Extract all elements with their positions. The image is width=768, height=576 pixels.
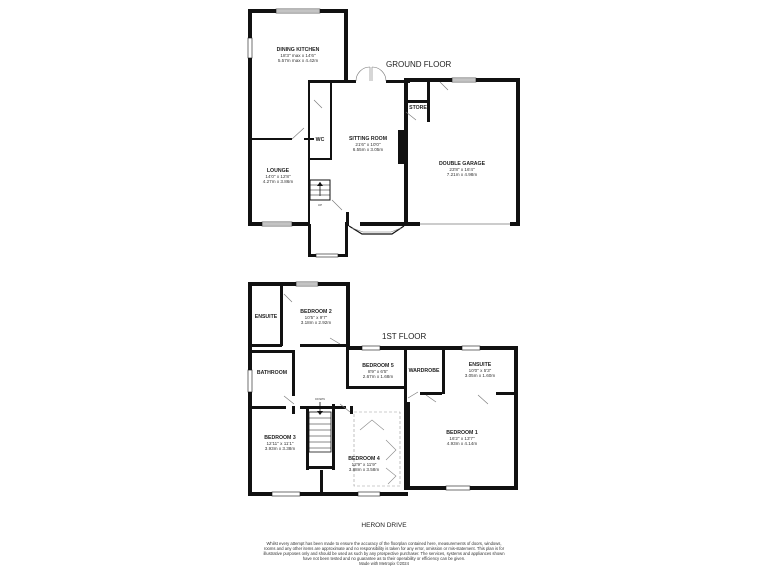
- room-ensuite-1-dim-metric: 3.05m x 1.60m: [464, 373, 496, 378]
- room-double-garage-dim-imperial: 23'8" x 16'4": [449, 167, 475, 172]
- disclaimer-body: Whilst every attempt has been made to ensure the accuracy of the floorplan contained here, measurements of doors, windows, rooms and any other items are approximate and no responsibility is taken for any error, omission or mis-statement. This plan is for illustrative purposes only and should be used as such by any prospective purchaser. The services, systems and appliances shown have not been tested and no guarantee as to their operability or efficiency can be given.: [263, 541, 505, 561]
- room-ensuite-1-name: ENSUITE: [468, 362, 492, 368]
- room-bedroom-3-name: BEDROOM 3: [264, 435, 296, 441]
- room-wardrobe-name: WARDROBE: [408, 368, 440, 374]
- room-bedroom-3-dim-imperial: 12'11" x 11'1": [266, 441, 294, 446]
- room-double-garage-dim-metric: 7.21m x 4.98m: [446, 172, 478, 177]
- room-sitting-room-dim-imperial: 21'6" x 10'0": [355, 142, 381, 147]
- room-bedroom-1-dim-imperial: 16'2" x 13'7": [449, 436, 475, 441]
- metropix-credit: Made with Metropix ©2024: [359, 561, 409, 566]
- room-bedroom-5-name: BEDROOM 5: [362, 363, 394, 369]
- first-floor-plan: [248, 282, 518, 496]
- room-bedroom-5-dim-metric: 2.67m x 1.68m: [362, 374, 394, 379]
- room-lounge-name: LOUNGE: [266, 168, 290, 174]
- room-dining-kitchen-dim-metric: 5.57m max x 4.42m: [277, 58, 319, 63]
- room-bathroom-name: BATHROOM: [256, 370, 288, 376]
- room-sitting-room-dim-metric: 6.55m x 3.05m: [352, 147, 384, 152]
- room-bedroom-1-dim-metric: 4.93m x 4.14m: [446, 441, 478, 446]
- first-stair-label: DOWN: [315, 397, 325, 401]
- ground-stair-label: UP: [317, 203, 323, 207]
- room-bedroom-4-name: BEDROOM 4: [348, 456, 380, 462]
- room-sitting-room-name: SITTING ROOM: [348, 136, 388, 142]
- room-bedroom-1-name: BEDROOM 1: [446, 430, 478, 436]
- room-bedroom-3-dim-metric: 3.93m x 3.38m: [264, 446, 296, 451]
- room-lounge-dim-metric: 4.27m x 3.86m: [262, 179, 294, 184]
- room-bedroom-4-dim-metric: 3.88m x 3.58m: [348, 467, 380, 472]
- room-double-garage-name: DOUBLE GARAGE: [438, 161, 486, 167]
- room-lounge-dim-imperial: 14'0" x 12'8": [265, 174, 291, 179]
- room-wc-name: WC: [315, 137, 325, 143]
- room-dining-kitchen-dim-imperial: 18'3" max x 14'6": [280, 53, 316, 58]
- room-bedroom-5-dim-imperial: 8'9" x 6'5": [367, 369, 389, 374]
- disclaimer-text: [262, 541, 506, 566]
- room-bedroom-2-dim-imperial: 10'5" x 9'7": [304, 315, 328, 320]
- ground-floor-title: GROUND FLOOR: [386, 60, 452, 69]
- room-bedroom-2-name: BEDROOM 2: [300, 309, 332, 315]
- street-name: HERON DRIVE: [361, 522, 407, 529]
- room-dining-kitchen-name: DINING KITCHEN: [276, 47, 320, 53]
- room-ensuite-2-name: ENSUITE: [254, 314, 278, 320]
- room-store-name: STORE: [409, 105, 427, 111]
- room-ensuite-1-dim-imperial: 10'0" x 5'3": [468, 368, 492, 373]
- room-bedroom-2-dim-metric: 3.18m x 2.92m: [300, 320, 332, 325]
- room-bedroom-4-dim-imperial: 12'9" x 11'9": [351, 462, 377, 467]
- first-floor-title: 1ST FLOOR: [382, 332, 427, 341]
